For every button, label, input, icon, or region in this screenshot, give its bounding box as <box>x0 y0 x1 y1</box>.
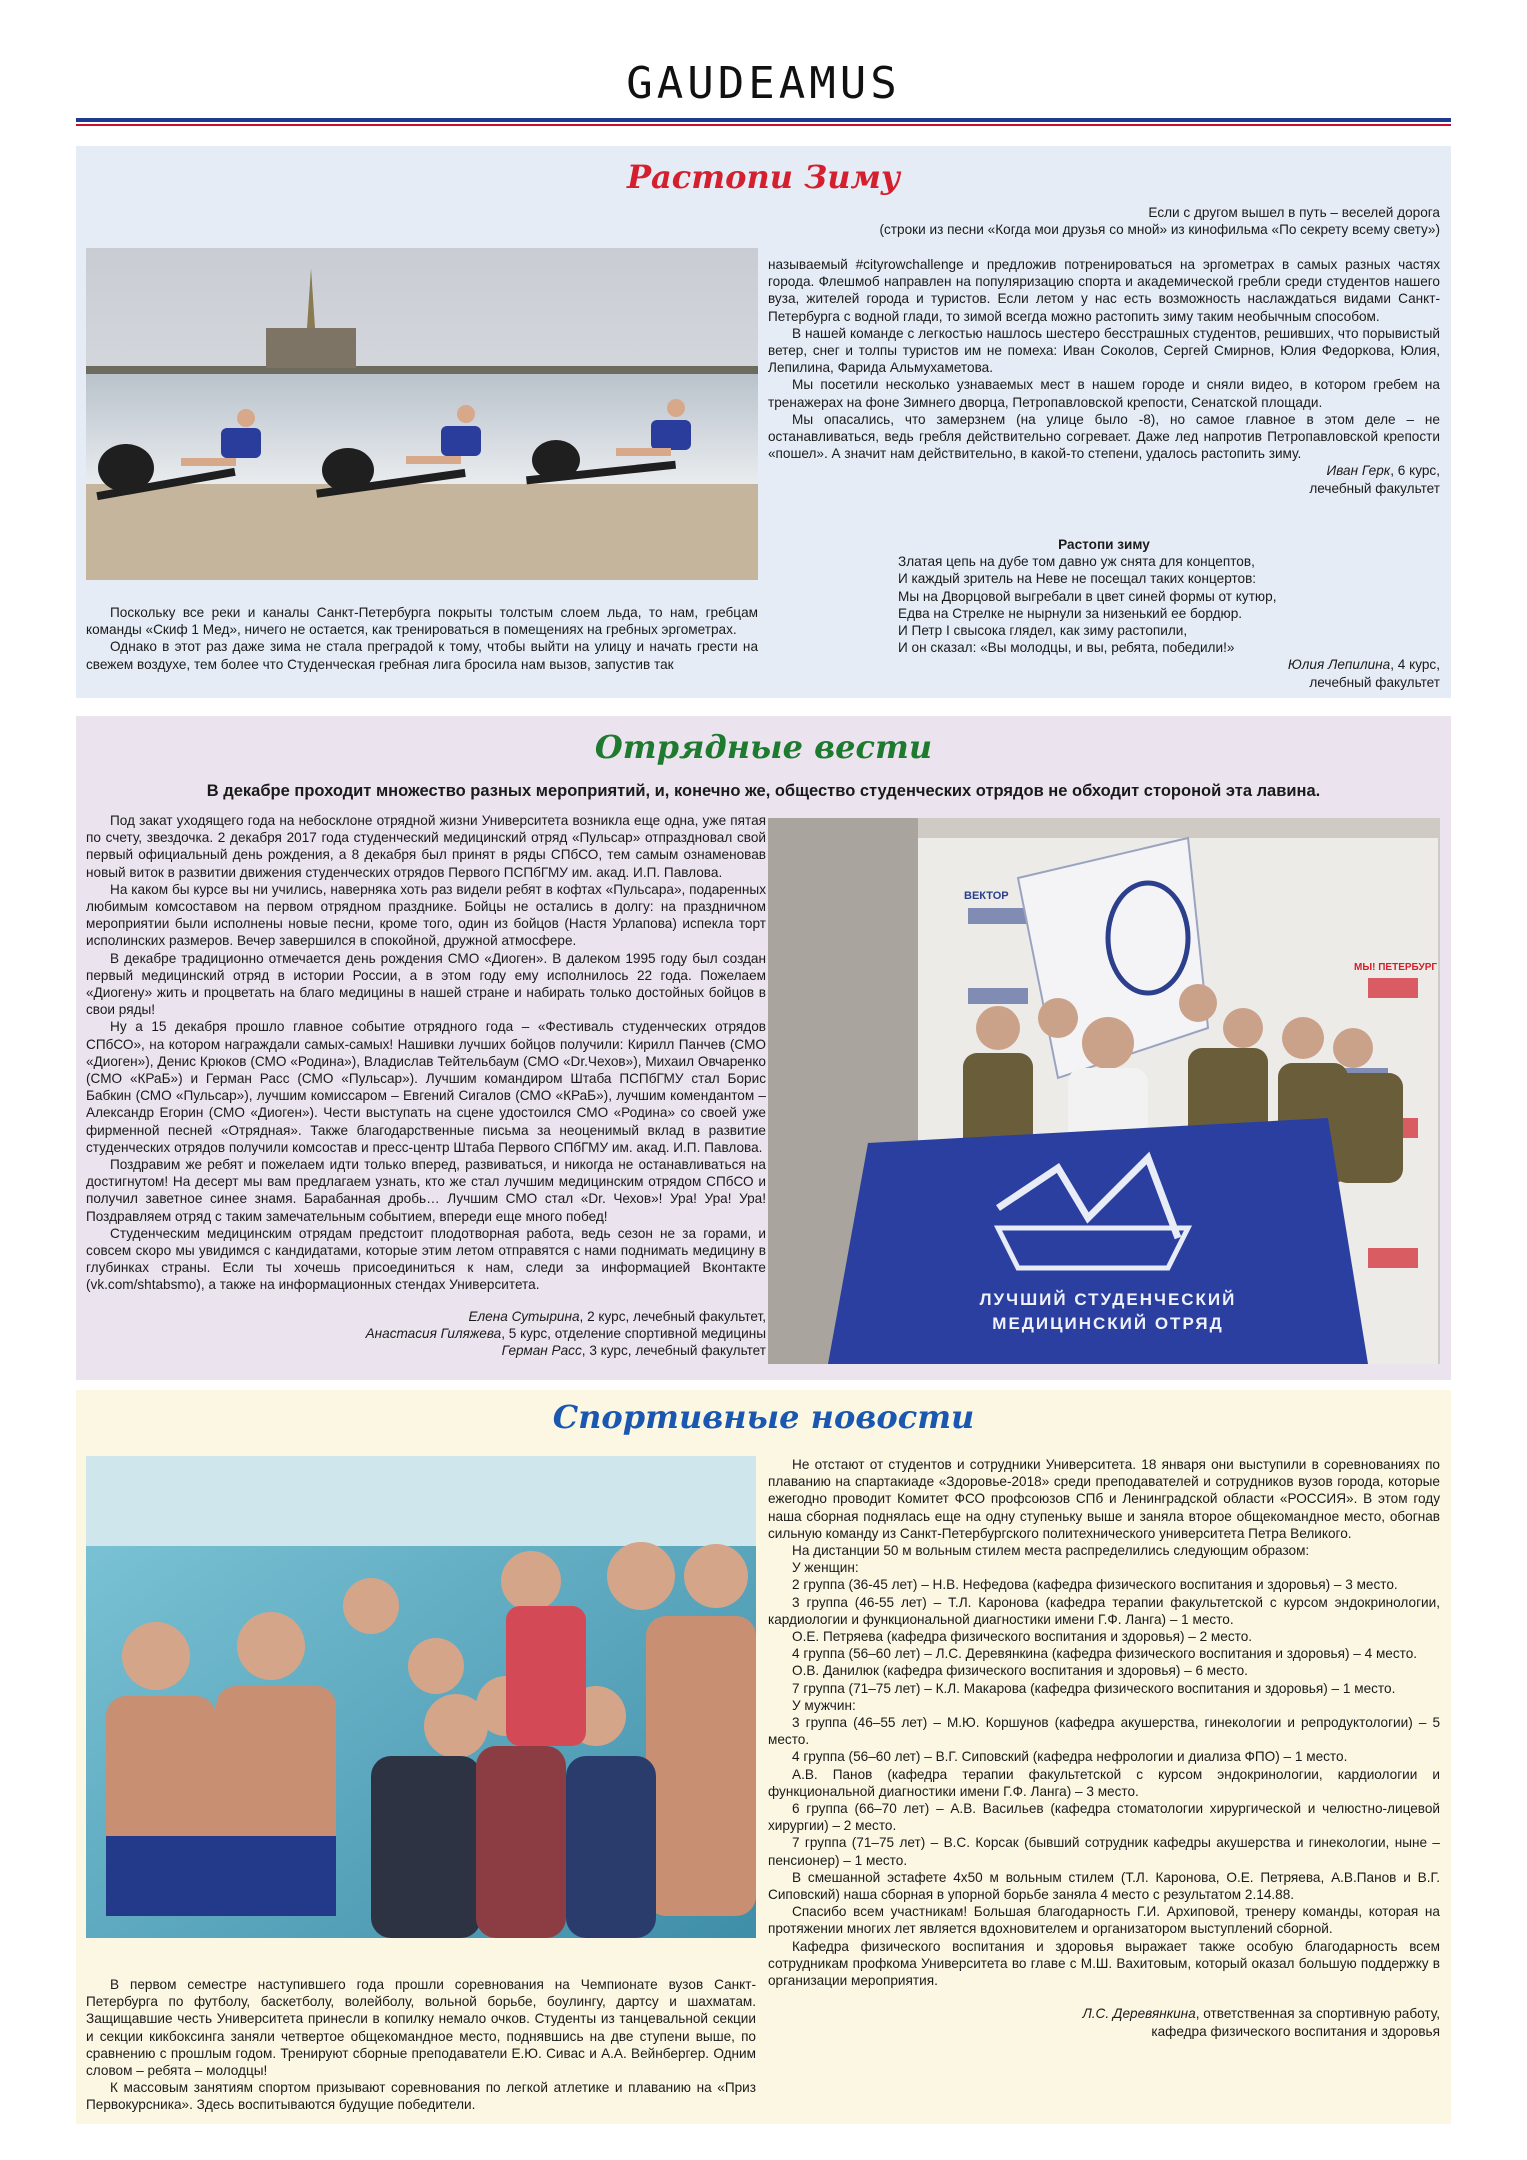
paragraph: Кафедра физического воспитания и здоровья выражает также особую благодарность всем сотрудникам профкома Университета во главе с М.Ш. Вахитовым, который оказал большую поддержку в организации мероприятия. <box>768 1938 1440 1989</box>
paragraph: Не отстают от студентов и сотрудники Университета. 18 января они выступили в соревнованиях по плаванию на спартакиаде «Здоровье-2018» среди преподавателей и сотрудников вузов города, которые ежегодно проводит Комитет ФСО профсоюзов СПб и Ленинградской области «РОССИЯ». В этом году наша сборная поднялась еще на одну ступеньку выше и заняла второе общекомандное место, обогнав сильную команду из Санкт-Петербургского политехнического университета Петра Великого. <box>768 1457 1440 1541</box>
s2-text <box>86 812 766 1359</box>
paragraph: 6 группа (66–70 лет) – А.В. Васильев (кафедра стоматологии хирургической и челюстно-лицевой хирургии) – 2 место. <box>768 1801 1440 1834</box>
paragraph: 4 группа (56–60 лет) – Л.С. Деревянкина (кафедра физического воспитания и здоровья) – 4 место. <box>792 1646 1418 1662</box>
paragraph: К массовым занятиям спортом призывают соревнования по легкой атлетике и плаванию на «Приз Первокурсника». Здесь воспитываются будущие победители. <box>86 2080 756 2113</box>
section-title: Спортивные новости <box>552 1398 975 1436</box>
swimmers-photo-image <box>86 1456 756 1938</box>
paragraph: Мы опасались, что замерзнем (на улице было -8), но самое главное в этом деле – не останавливаться, ведь гребля действительно согревает. Даже лед напротив Петропавловской крепости «пошел». А значит нам действительно, в какой-то степени, удалось растопить зиму. <box>768 411 1440 462</box>
banner-line-1: ЛУЧШИЙ СТУДЕНЧЕСКИЙ <box>979 1290 1237 1309</box>
lead-paragraph: В декабре проходит множество разных мероприятий, и, конечно же, общество студенческих отрядов не обходит стороной эта лавина. <box>206 782 1321 800</box>
poem-line: Едва на Стрелке не нырнули за низенький ее бордюр. <box>898 605 1243 621</box>
paragraph: 7 группа (71–75 лет) – К.Л. Макарова (кафедра физического воспитания и здоровья) – 1 место. <box>792 1680 1396 1696</box>
author-name: Иван Герк <box>1326 463 1391 479</box>
author-info: , 4 курс, <box>1390 657 1440 673</box>
signature <box>768 2005 1440 2039</box>
paragraph: Студенческим медицинским отрядам предстоит плодотворная работа, ведь сезон не за горами, и совсем скоро мы увидимся с кандидатами, которые этим летом отправятся с нами поднимать медицину в глубинках страны. Если ты хочешь присоединиться к нам, следи за информацией Вконтакте (vk.com/shtabsmo), а также на информационных стендах Университета. <box>86 1225 766 1293</box>
poem-block <box>768 536 1440 691</box>
section-sportivnye-novosti <box>76 1390 1451 2124</box>
paragraph: В нашей команде с легкостью нашлось шестеро бесстрашных студентов, решивших, что порывистый ветер, снег и толпы туристов им не помеха: Иван Соколов, Сергей Смирнов, Юлия Федоркова, Юлия, Лепилина, Фарида Альмухаметова. <box>768 325 1440 376</box>
author-info: , 2 курс, лечебный факультет, <box>579 1308 766 1324</box>
paragraph: 4 группа (56–60 лет) – В.Г. Сиповский (кафедра нефрологии и диализа ФПО) – 1 место. <box>792 1749 1348 1765</box>
section-title: Отрядные вести <box>594 728 933 766</box>
paragraph: 7 группа (71–75 лет) – В.С. Корсак (бывший сотрудник кафедры акушерства и гинекологии, ныне – пенсионер) – 1 место. <box>768 1835 1440 1868</box>
poem-line: Златая цепь на дубе том давно уж снята для концептов, <box>898 554 1255 570</box>
section-otryadnye-vesti <box>76 716 1451 1380</box>
poem-title: Растопи зиму <box>1058 537 1150 552</box>
paragraph: Поскольку все реки и каналы Санкт-Петербурга покрыты толстым слоем льда, то нам, гребцам команды «Скиф 1 Мед», ничего не остается, как тренироваться в помещениях на гребных эргометрах. <box>86 605 758 638</box>
poem-line: Мы на Дворцовой выгребали в цвет синей формы от кутюр, <box>898 588 1277 604</box>
section-rastopi-zimu <box>76 146 1451 698</box>
paragraph: А.В. Панов (кафедра терапии факультетской с курсом эндокринологии, кардиологии и функциональной диагностики имени Г.Ф. Ланга) – 3 место. <box>768 1766 1440 1799</box>
paragraph: Однако в этот раз даже зима не стала преградой к тому, чтобы выйти на улицу и начать грести на свежем воздухе, тем более что Студенческая гребная лига бросила нам вызов, запустив так <box>86 639 758 672</box>
masthead-rule-blue <box>76 118 1451 122</box>
paragraph: О.Е. Петряева (кафедра физического воспитания и здоровья) – 2 место. <box>792 1629 1253 1645</box>
author-name: Юлия Лепилина <box>1287 657 1391 673</box>
paragraph: В первом семестре наступившего года прошли соревнования на Чемпионате вузов Санкт-Петербурга по футболу, баскетболу, волейболу, вольной борьбе, боулингу, дартсу и шахматам. Защищавшие честь Университета принесли в копилку немало очков. Студенты из танцевальной секции и секции кикбоксинга заняли четвертое общекомандное место, поднявшись на две ступени выше, по сравнению с прошлым годом. Тренируют сборные преподаватели Е.Ю. Сивас и А.А. Вейнбергер. Одним словом – ребята – молодцы! <box>86 1977 756 2079</box>
author-name: Анастасия Гиляжева <box>365 1325 502 1341</box>
paragraph: 3 группа (46-55 лет) – Т.Л. Каронова (кафедра терапии факультетской с курсом эндокринологии, кардиологии и функциональной диагностики имени Г.Ф. Ланга) – 1 место. <box>768 1594 1440 1627</box>
epigraph-line-1: Если с другом вышел в путь – веселей дорога <box>1148 205 1440 220</box>
author-name: Елена Сутырина <box>468 1308 580 1324</box>
paragraph: Поздравим же ребят и пожелаем идти только вперед, развиваться, и никогда не останавливаться на достигнутом! На десерт мы вам предлагаем узнать, кто же стал лучшим медицинским отрядом СПбСО и получил заветное синее знамя. Барабанная дробь… Лучшим СМО стал «Dr. Чехов»! Ура! Ура! Ура! Поздравляем отряд с таким замечательным событием, впереди еще много побед! <box>86 1157 766 1224</box>
swimmers-photo <box>86 1456 756 1938</box>
paragraph: В смешанной эстафете 4х50 м вольным стилем (Т.Л. Каронова, О.Е. Петряева, А.В.Панов и В.Г. Сиповский) наша сборная в упорной борьбе заняла 4 место с результатом 2.14.88. <box>768 1869 1440 1903</box>
signature-1 <box>768 462 1440 496</box>
author-info: , 3 курс, лечебный факультет <box>581 1343 766 1359</box>
epigraph-line-2: (строки из песни «Когда мои друзья со мной» из кинофильма «По секрету всему свету») <box>879 222 1440 238</box>
paragraph: У мужчин: <box>792 1697 856 1713</box>
poem-line: И Петр I свысока глядел, как зиму растопили, <box>898 623 1188 639</box>
paragraph: Под закат уходящего года на небосклоне отрядной жизни Университета возникла еще одна, уже пятая по счету, звездочка. 2 декабря 2017 года студенческий медицинский отряд «Пульсар» отпраздновал свой первый официальный день рождения, а 8 декабря был принят в ряды СПбСО, тем самым ознаменовав новый виток в развитии движения студенческих отрядов Первого ПСПбГМУ им. акад. И.П. Павлова. <box>86 813 766 880</box>
paragraph: Спасибо всем участникам! Большая благодарность Г.И. Архиповой, тренеру команды, которая на протяжении многих лет является вдохновителем и организатором выступлений сборной. <box>768 1904 1440 1937</box>
signature-2 <box>768 656 1440 690</box>
banner-line-2: МЕДИЦИНСКИЙ ОТРЯД <box>992 1314 1224 1333</box>
paragraph: У женщин: <box>792 1560 859 1576</box>
author-faculty: лечебный факультет <box>1309 480 1440 496</box>
author-name: Л.С. Деревянкина <box>1082 2006 1196 2022</box>
paragraph: О.В. Данилюк (кафедра физического воспитания и здоровья) – 6 место. <box>792 1663 1248 1679</box>
epigraph <box>676 204 1440 238</box>
s3-right-text <box>768 1456 1440 2040</box>
paragraph: называемый #cityrowchallenge и предложив потренироваться на эргометрах в самых разных частях города. Флешмоб направлен на популяризацию спорта и академической гребли среди студентов нашего вуза, жителей города и туристов. Если летом у нас есть возможность наслаждаться видами Санкт-Петербурга с водной глади, то зимой всегда можно растопить зиму таким необычным способом. <box>768 257 1440 324</box>
author-info: , 6 курс, <box>1390 463 1440 479</box>
author-department: кафедра физического воспитания и здоровья <box>1151 2023 1440 2039</box>
paragraph: Ну а 15 декабря прошло главное событие отрядного года – «Фестиваль студенческих отрядов СПбСО», на котором награждали самых-самых! Нашивки лучших бойцов получили: Кирилл Панчев (СМО «Диоген»), Денис Крюков (СМО «Родина»), Владислав Тейтельбаум (СМО «Dr.Чехов»), Михаил Овчаренко (СМО «КРаБ») и Герман Расс (СМО «Пульсар»). Лучшим командиром Штаба ПСПбГМУ стал Борис Бабкин (СМО «Пульсар»), лучшим комиссаром – Евгений Сигалов (СМО «КРаБ»), лучшим комендантом – Александр Егорин (СМО «Диоген»). Чести выступать на сцене удостоился СМО «Родина» со своей уже фирменной песней «Отрядная». Также благодарственные письма за неоценимый вклад в развитие студенческих отрядов получили комсостав и пресс-центр Штаба Первого СПбГМУ им. акад. И.П. Павлова. <box>86 1019 766 1155</box>
paragraph: На каком бы курсе вы ни учились, наверняка хоть раз видели ребят в кофтах «Пульсара», подаренных любимым комсоставом на первом отрядном празднике. Бойцы не остались в долгу: на праздничном мероприятии были исполнены новые песни, кроме того, один из бойцов (Настя Урлапова) испекла торт исполинских размеров. Вечер завершился в спокойной, дружной атмосфере. <box>86 881 766 949</box>
rowing-photo-image <box>86 248 758 580</box>
paragraph: 3 группа (46–55 лет) – М.Ю. Коршунов (кафедра акушерства, гинекологии и репродуктологии) – 5 место. <box>768 1715 1440 1748</box>
author-info: , 5 курс, отделение спортивной медицины <box>501 1325 766 1341</box>
detachment-photo-image <box>768 818 1440 1364</box>
section-title: Растопи Зиму <box>626 158 901 196</box>
poem-line: И он сказал: «Вы молодцы, и вы, ребята, победили!» <box>898 640 1235 656</box>
author-faculty: лечебный факультет <box>1309 674 1440 690</box>
poem-line: И каждый зритель на Неве не посещал таких концертов: <box>898 571 1257 587</box>
paragraph: В декабре традиционно отмечается день рождения СМО «Диоген». В далеком 1995 году был создан первый медицинский отряд в истории России, а в этом году ему исполнилось 22 года. Пожелаем «Диогену» жить и процветать на благо медицины в нашей стране и набирать только достойных бойцов в свои ряды! <box>86 950 766 1018</box>
wall-label: ВЕКТОР <box>964 890 1009 902</box>
s1-right-text <box>768 256 1440 497</box>
paragraph: 2 группа (36-45 лет) – Н.В. Нефедова (кафедра физического воспитания и здоровья) – 3 место. <box>792 1577 1398 1593</box>
wall-label-2: МЫ! ПЕТЕРБУРГ <box>1354 962 1438 973</box>
detachment-photo <box>768 818 1440 1364</box>
author-info: , ответственная за спортивную работу, <box>1195 2006 1440 2022</box>
paragraph: На дистанции 50 м вольным стилем места распределились следующим образом: <box>792 1543 1310 1559</box>
masthead-rule-red <box>76 124 1451 126</box>
poem-lines <box>768 553 1440 656</box>
paragraph: Мы посетили несколько узнаваемых мест в нашем городе и сняли видео, в котором гребем на тренажерах на фоне Зимнего дворца, Петропавловской крепости, Сенатской площади. <box>768 377 1440 410</box>
s1-left-text <box>86 604 758 673</box>
rowing-photo <box>86 248 758 580</box>
banner-text <box>918 1288 1298 1336</box>
author-name: Герман Расс <box>501 1343 582 1359</box>
s3-left-text <box>86 1976 756 2114</box>
masthead: GAUDEAMUS <box>626 58 901 109</box>
signatures <box>86 1308 766 1360</box>
